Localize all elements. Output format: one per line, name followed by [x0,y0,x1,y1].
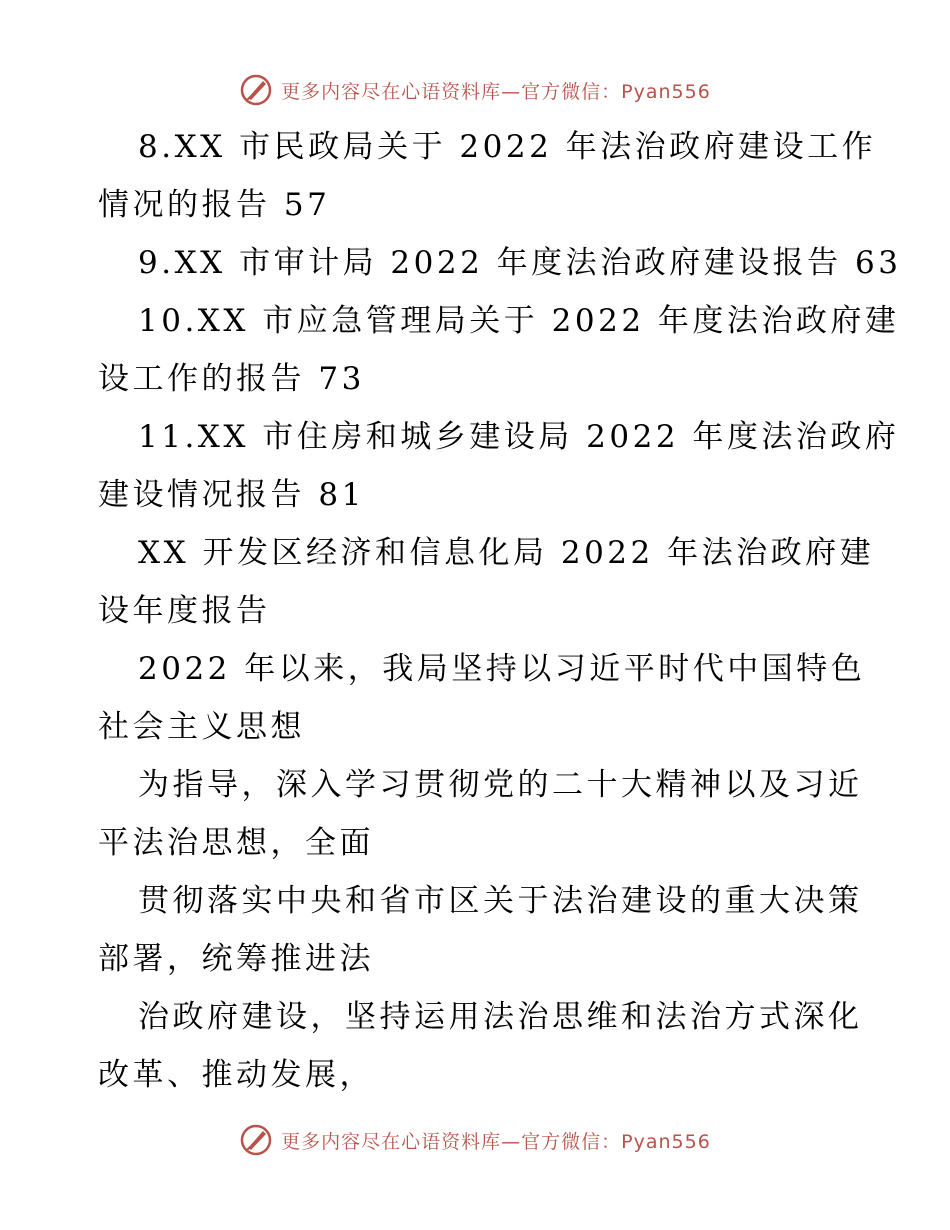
text-line: 9.XX 市审计局 2022 年度法治政府建设报告 63 [138,245,902,281]
text-line: 情况的报告 57 [98,187,331,223]
text-line: 改革、推动发展， [98,1057,374,1093]
text-line: 2022 年以来，我局坚持以习近平时代中国特色 [138,651,866,687]
text-line: 11.XX 市住房和城乡建设局 2022 年度法治政府 [138,419,900,455]
text-line: 社会主义思想 [98,709,305,745]
watermark-text: 更多内容尽在心语资料库—官方微信：Pyan556 [281,80,711,103]
text-line: XX 开发区经济和信息化局 2022 年法治政府建 [138,535,875,571]
text-line: 部署，统筹推进法 [98,941,374,977]
text-line: 设工作的报告 73 [98,361,365,397]
text-line: 8.XX 市民政局关于 2022 年法治政府建设工作 [138,129,877,165]
header-watermark [0,70,950,110]
quill-logo-icon [239,1123,273,1157]
text-line: 10.XX 市应急管理局关于 2022 年度法治政府建 [138,303,900,339]
quill-logo-icon [239,73,273,107]
footer-watermark [0,1120,950,1160]
watermark-text: 更多内容尽在心语资料库—官方微信：Pyan556 [281,1130,711,1153]
text-line: 贯彻落实中央和省市区关于法治建设的重大决策 [138,883,863,919]
text-line: 设年度报告 [98,593,271,629]
document-body [98,118,902,1104]
text-line: 治政府建设，坚持运用法治思维和法治方式深化 [138,999,863,1035]
text-line: 平法治思想，全面 [98,825,374,861]
text-line: 建设情况报告 81 [98,477,365,513]
text-line: 为指导，深入学习贯彻党的二十大精神以及习近 [138,767,863,803]
